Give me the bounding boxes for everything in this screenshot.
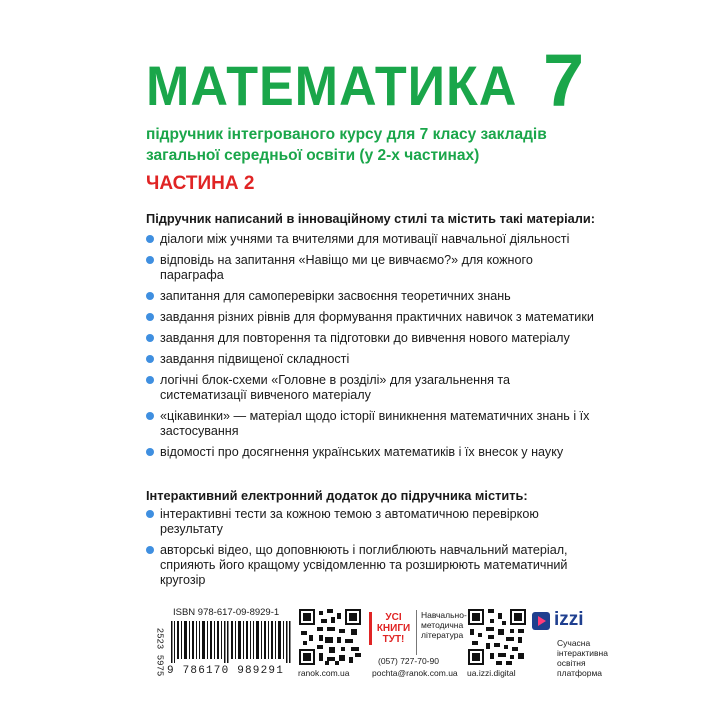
- part-label: ЧАСТИНА 2: [146, 173, 255, 194]
- bullet-icon: [146, 448, 154, 456]
- digital-list: [146, 507, 596, 594]
- list-item: авторські відео, що доповнюють і поглиблюють навчальний матеріал, сприяють його кращому усвідомленню та розширюють математичний кругозір: [146, 543, 596, 588]
- promo-label: УСІ КНИГИ ТУТ!: [369, 612, 413, 645]
- literature-type: Навчально-методична література: [421, 610, 467, 640]
- features-heading: Підручник написаний в інноваційному стилі та містить такі матеріали:: [146, 211, 596, 226]
- qr-code-icon: [299, 609, 361, 665]
- list-item: відомості про досягнення українських математиків і їх внесок у науку: [146, 445, 596, 460]
- divider: [416, 610, 417, 655]
- izzi-description: Сучасна інтерактивна освітня платформа: [557, 638, 608, 678]
- izzi-brand-name: izzi: [554, 609, 584, 630]
- list-item: завдання підвищеної складності: [146, 352, 596, 367]
- book-title: МАТЕМАТИКА: [146, 54, 518, 117]
- qr-code-icon: [468, 609, 526, 665]
- ean-number: 9 786170 989291: [167, 665, 285, 677]
- email-link[interactable]: pochta@ranok.com.ua: [372, 668, 458, 678]
- bullet-icon: [146, 546, 154, 554]
- isbn-text: ISBN 978-617-09-8929-1: [173, 607, 280, 618]
- list-item: діалоги між учнями та вчителями для мотивації навчальної діяльності: [146, 232, 596, 247]
- izzi-site-link[interactable]: ua.izzi.digital: [467, 668, 516, 678]
- list-item: інтерактивні тести за кожною темою з автоматичною перевіркою результату: [146, 507, 596, 537]
- ranok-qr-code[interactable]: [299, 609, 361, 665]
- list-item: логічні блок-схеми «Головне в розділі» для узагальнення та систематизації вивченого матеріалу: [146, 373, 596, 403]
- list-item: завдання різних рівнів для формування практичних навичок з математики: [146, 310, 596, 325]
- izzi-logo-icon: [532, 612, 550, 630]
- grade-number: 7: [543, 39, 585, 122]
- bullet-icon: [146, 256, 154, 264]
- bullet-icon: [146, 376, 154, 384]
- list-item: завдання для повторення та підготовки до вивчення нового матеріалу: [146, 331, 596, 346]
- list-item: «цікавинки» — матеріал щодо історії виникнення математичних знань і їх застосування: [146, 409, 596, 439]
- digital-heading: Інтерактивний електронний додаток до підручника містить:: [146, 488, 528, 503]
- list-item: запитання для самоперевірки засвоєння теоретичних знань: [146, 289, 596, 304]
- side-code: 2523 5975: [154, 627, 165, 677]
- bullet-icon: [146, 313, 154, 321]
- bullet-icon: [146, 510, 154, 518]
- bullet-icon: [146, 412, 154, 420]
- ranok-site-link[interactable]: ranok.com.ua: [298, 668, 350, 678]
- bullet-icon: [146, 334, 154, 342]
- features-list: [146, 232, 596, 466]
- barcode-icon: [171, 621, 291, 663]
- phone-number: (057) 727-70-90: [378, 656, 439, 666]
- bullet-icon: [146, 355, 154, 363]
- bullet-icon: [146, 235, 154, 243]
- izzi-qr-code[interactable]: [468, 609, 526, 665]
- list-item: відповідь на запитання «Навіщо ми це вивчаємо?» для кожного параграфа: [146, 253, 596, 283]
- bullet-icon: [146, 292, 154, 300]
- book-subtitle: підручник інтегрованого курсу для 7 класу закладів загальної середньої освіти (у 2-х частинах): [146, 126, 547, 164]
- barcode-block: [145, 607, 293, 683]
